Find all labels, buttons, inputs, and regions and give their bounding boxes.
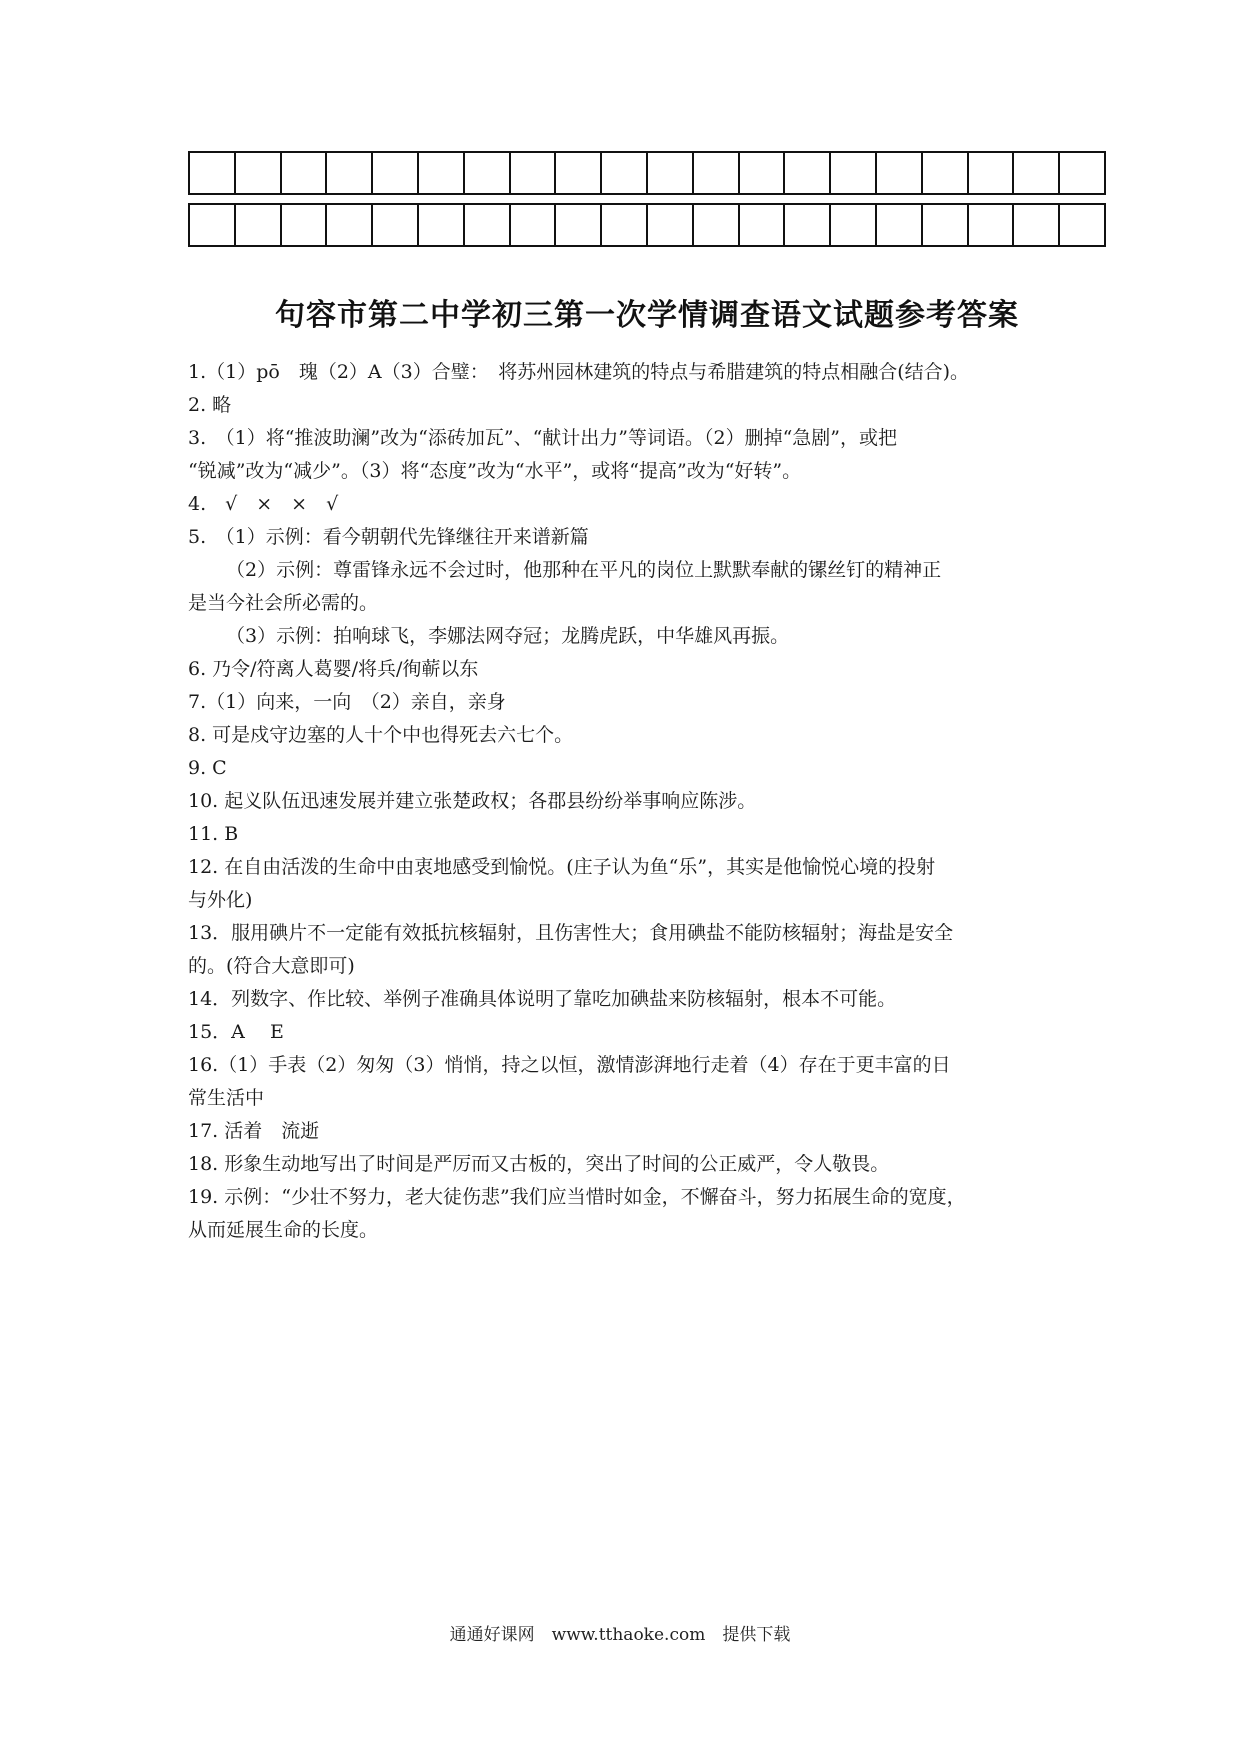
grid-cell (602, 205, 648, 245)
answer-line: 15．A E (188, 1021, 284, 1043)
grid-cell (923, 153, 969, 193)
answer-line: 5. （1）示例：看今朝朝代先锋继往开来谱新篇 (188, 526, 589, 548)
grid-cell (1060, 205, 1104, 245)
grid-cell (602, 153, 648, 193)
answer-line: 1.（1）pō 瑰（2）A（3）合璧： 将苏州园林建筑的特点与希腊建筑的特点相融合(结合)。 (188, 361, 970, 383)
answer-line: 9. C (188, 757, 227, 779)
answer-line: 从而延展生命的长度。 (188, 1219, 379, 1241)
answer-line: 2. 略 (188, 394, 232, 416)
answer-line: 4. √ × × √ (188, 493, 339, 515)
answer-line: 10. 起义队伍迅速发展并建立张楚政权；各郡县纷纷举事响应陈涉。 (188, 790, 757, 812)
answer-line: 18. 形象生动地写出了时间是严厉而又古板的，突出了时间的公正威严，令人敬畏。 (188, 1153, 890, 1175)
footer-credit: 通通好课网 www.tthaoke.com 提供下载 (449, 1625, 791, 1645)
grid-cell (373, 153, 419, 193)
answer-line: 3. （1）将“推波助澜”改为“添砖加瓦”、“献计出力”等词语。（2）删掉“急剧”，或把 (188, 427, 898, 449)
answer-line: 11. B (188, 823, 239, 845)
grid-cell (694, 153, 740, 193)
grid-cell (236, 153, 282, 193)
answer-list (188, 356, 1064, 1247)
answer-line: 13．服用碘片不一定能有效抵抗核辐射，且伤害性大；食用碘盐不能防核辐射；海盐是安全 (188, 922, 954, 944)
answer-line: 的。(符合大意即可) (188, 955, 355, 977)
grid-cell (556, 153, 602, 193)
page-title: 句容市第二中学初三第一次学情调查语文试题参考答案 (275, 298, 1019, 333)
grid-cell (1014, 205, 1060, 245)
answer-line: 16.（1）手表（2）匆匆（3）悄悄，持之以恒，激情澎湃地行走着（4）存在于更丰富的日 (188, 1054, 951, 1076)
grid-cell (877, 205, 923, 245)
grid-cell (236, 205, 282, 245)
grid-cell (694, 205, 740, 245)
answer-line: （3）示例：拍响球飞，李娜法网夺冠；龙腾虎跃，中华雄风再振。 (226, 625, 790, 647)
grid-cell (969, 205, 1015, 245)
grid-cell (190, 153, 236, 193)
grid-cell (465, 205, 511, 245)
answer-line: 7.（1）向来，一向 （2）亲自，亲身 (188, 691, 506, 713)
writing-grid (188, 151, 1106, 247)
grid-cell (190, 205, 236, 245)
grid-row (188, 151, 1106, 195)
grid-cell (785, 153, 831, 193)
grid-cell (511, 205, 557, 245)
grid-cell (648, 205, 694, 245)
grid-cell (465, 153, 511, 193)
answer-line: 17. 活着 流逝 (188, 1120, 320, 1142)
grid-cell (282, 153, 328, 193)
grid-cell (419, 205, 465, 245)
grid-cell (511, 153, 557, 193)
grid-cell (648, 153, 694, 193)
answer-line: （2）示例：尊雷锋永远不会过时，他那种在平凡的岗位上默默奉献的镙丝钉的精神正 (226, 559, 942, 581)
grid-cell (740, 205, 786, 245)
grid-cell (1014, 153, 1060, 193)
grid-cell (785, 205, 831, 245)
grid-cell (327, 205, 373, 245)
grid-cell (282, 205, 328, 245)
grid-cell (831, 153, 877, 193)
grid-row (188, 203, 1106, 247)
grid-cell (923, 205, 969, 245)
grid-cell (327, 153, 373, 193)
grid-cell (556, 205, 602, 245)
answer-line: 是当今社会所必需的。 (188, 592, 379, 614)
grid-cell (740, 153, 786, 193)
answer-line: 14．列数字、作比较、举例子准确具体说明了靠吃加碘盐来防核辐射，根本不可能。 (188, 988, 897, 1010)
answer-line: 12. 在自由活泼的生命中由衷地感受到愉悦。(庄子认为鱼“乐”，其实是他愉悦心境的投射 (188, 856, 936, 878)
grid-cell (1060, 153, 1104, 193)
grid-cell (877, 153, 923, 193)
grid-cell (969, 153, 1015, 193)
answer-line: 常生活中 (188, 1087, 265, 1109)
answer-line: “锐减”改为“减少”。（3）将“态度”改为“水平”，或将“提高”改为“好转”。 (188, 460, 802, 482)
grid-cell (373, 205, 419, 245)
answer-line: 19. 示例：“少壮不努力，老大徒伤悲”我们应当惜时如金，不懈奋斗，努力拓展生命的宽度， (188, 1186, 966, 1208)
answer-line: 8. 可是戍守边塞的人十个中也得死去六七个。 (188, 724, 574, 746)
grid-cell (831, 205, 877, 245)
grid-cell (419, 153, 465, 193)
answer-line: 6. 乃令/符离人葛婴/将兵/徇蕲以东 (188, 658, 479, 680)
answer-line: 与外化) (188, 889, 253, 911)
